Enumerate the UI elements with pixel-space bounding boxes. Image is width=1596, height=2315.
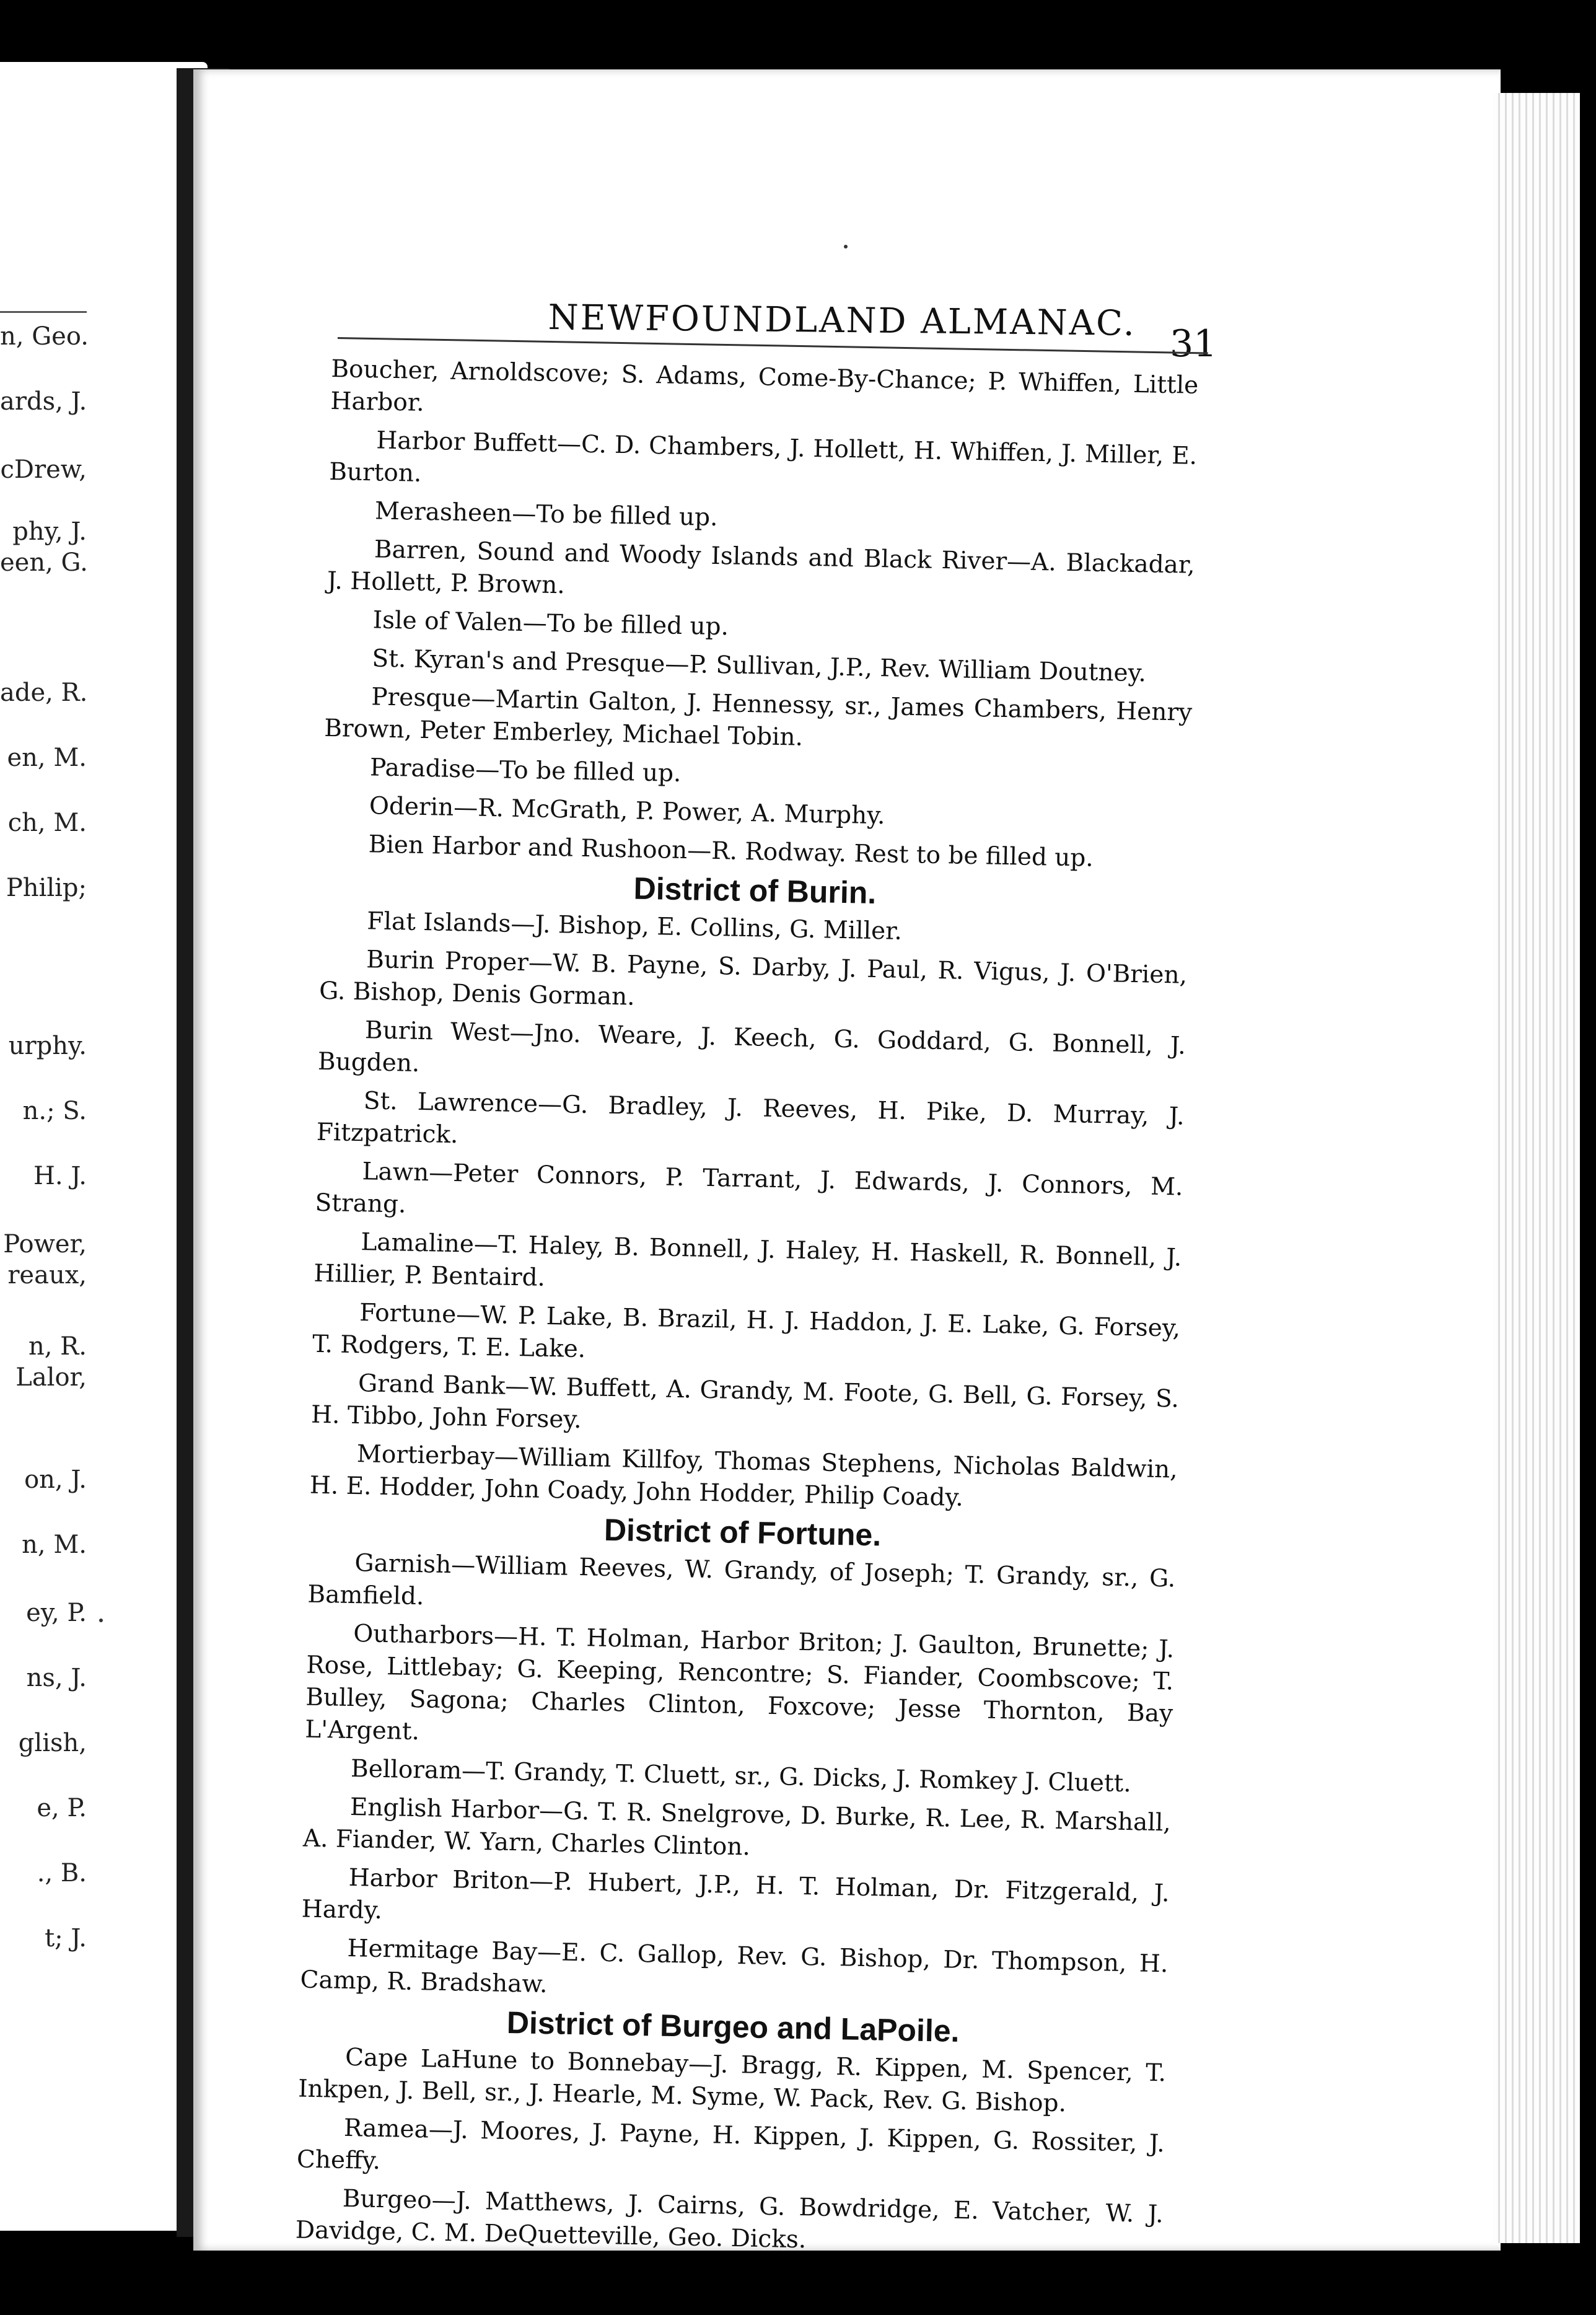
- entry-paragraph: Burin West—Jno. Weare, J. Keech, G. Goddard, G. Bonnell, J. Bugden.: [317, 1016, 1186, 1078]
- entry-paragraph: Belloram—T. Grandy, T. Cluett, sr., G. Dicks, J. Romkey J. Cluett.: [350, 1755, 1132, 1798]
- entry-paragraph: Harbor Briton—P. Hubert, J.P., H. T. Holman, Dr. Fitzgerald, J. Hardy.: [301, 1863, 1170, 1925]
- previous-page-rule: [0, 311, 87, 313]
- entry-paragraph: Oderin—R. McGrath, P. Power, A. Murphy.: [369, 792, 885, 830]
- previous-page-line-fragment: ns, J.: [26, 1664, 87, 1692]
- entry-paragraph: English Harbor—G. T. R. Snelgrove, D. Burke, R. Lee, R. Marshall, A. Fiander, W. Yarn, Charles Clinton.: [302, 1793, 1172, 1861]
- previous-page-line-fragment: een, G.: [0, 548, 88, 577]
- previous-page-line-fragment: Philip;: [6, 874, 87, 902]
- previous-page-line-fragment: n, M.: [22, 1531, 87, 1559]
- running-header-title: NEWFOUNDLAND ALMANAC.: [548, 297, 1137, 344]
- entry-paragraph: Burgeo—J. Matthews, J. Cairns, G. Bowdridge, E. Vatcher, W. J. Davidge, C. M. DeQuetteville, Geo. Dicks.: [295, 2184, 1164, 2254]
- entry-paragraph: Burin Proper—W. B. Payne, S. Darby, J. Paul, R. Vigus, J. O'Brien, G. Bishop, Denis Gorman.: [318, 946, 1188, 1011]
- section-district-burgeo-lapoile: [295, 2003, 1167, 2264]
- entry-paragraph: Fortune—W. P. Lake, B. Brazil, H. J. Haddon, J. E. Lake, G. Forsey, T. Rodgers, T. E. Lake.: [312, 1299, 1181, 1364]
- previous-page-line-fragment: Lalor,: [15, 1363, 87, 1392]
- previous-page-line-fragment: ards, J.: [0, 387, 87, 416]
- district-heading: District of Fortune.: [603, 1512, 882, 1553]
- page-number: 31: [1170, 322, 1217, 366]
- previous-page-line-fragment: on, J.: [24, 1465, 87, 1494]
- previous-page-line-fragment: n.; S.: [22, 1097, 87, 1125]
- page-body: [295, 353, 1199, 2269]
- district-heading: District of Burgeo and LaPoile.: [506, 2005, 960, 2049]
- previous-page-line-fragment: H. J.: [33, 1162, 87, 1190]
- previous-page-line-fragment: ch, M.: [7, 809, 87, 837]
- previous-page-line-fragment: reaux,: [7, 1261, 87, 1289]
- previous-page-line-fragment: n, R.: [28, 1332, 87, 1361]
- section-continuation: [322, 353, 1198, 877]
- previous-page-line-fragment: en, M.: [7, 744, 87, 772]
- previous-page-line-fragment: Power,: [3, 1230, 87, 1259]
- entry-paragraph: Barren, Sound and Woody Islands and Black River—A. Blackadar, J. Hollett, P. Brown.: [327, 535, 1196, 600]
- paper-speck: [844, 245, 848, 248]
- previous-page-line-fragment: ey, P.: [26, 1599, 87, 1627]
- entry-paragraph: Outharbors—H. T. Holman, Harbor Briton; J. Gaulton, Brunette; J. Rose, Littlebay; G. Keeping, Rencontre; S. Fiander, Coombscove; T. Bulley, Sagona; Charles Clinton, Foxcove; Jesse Thornton, Bay L'Argent.: [304, 1620, 1175, 1746]
- entry-paragraph: Ramea—J. Moores, J. Payne, H. Kippen, J. Kippen, G. Rossiter, J. Cheffy.: [296, 2114, 1165, 2176]
- entry-paragraph: Flat Islands—J. Bishop, E. Collins, G. Miller.: [366, 907, 903, 946]
- previous-page-line-fragment: e, P.: [37, 1794, 87, 1822]
- entry-paragraph: Merasheen—To be filled up.: [374, 497, 718, 532]
- section-district-fortune: [300, 1508, 1177, 2013]
- section-district-burin: [309, 866, 1188, 1519]
- previous-page-line-fragment: phy, J.: [12, 517, 87, 546]
- page-edges: [1493, 93, 1580, 2243]
- entry-paragraph: Presque—Martin Galton, J. Hennessy, sr., James Chambers, Henry Brown, Peter Emberley, Michael Tobin.: [323, 683, 1193, 752]
- entry-paragraph: Lamaline—T. Haley, B. Bonnell, J. Haley, H. Haskell, R. Bonnell, J. Hillier, P. Bentaird.: [314, 1228, 1182, 1292]
- entry-paragraph: Isle of Valen—To be filled up.: [372, 606, 729, 641]
- entry-paragraph: Mortierbay—William Killfoy, Thomas Stephens, Nicholas Baldwin, H. E. Hodder, John Coady, John Hodder, Philip Coady.: [309, 1440, 1178, 1512]
- entry-paragraph: St. Lawrence—G. Bradley, J. Reeves, H. Pike, D. Murray, J. Fitzpatrick.: [316, 1087, 1185, 1149]
- previous-page-line-fragment: glish,: [18, 1729, 87, 1757]
- entry-paragraph: Paradise—To be filled up.: [369, 753, 682, 788]
- entry-paragraph: Garnish—William Reeves, W. Grandy, of Joseph; T. Grandy, sr., G. Bamfield.: [307, 1549, 1176, 1611]
- entry-paragraph: Hermitage Bay—E. C. Gallop, Rev. G. Bishop, Dr. Thompson, H. Camp, R. Bradshaw.: [300, 1934, 1168, 1999]
- entry-paragraph: Lawn—Peter Connors, P. Tarrant, J. Edwards, J. Connors, M. Strang.: [315, 1158, 1183, 1219]
- previous-page-line-fragment: t; J.: [45, 1924, 87, 1953]
- previous-page-line-fragment: ade, R.: [0, 679, 88, 707]
- entry-paragraph: Grand Bank—W. Buffett, A. Grandy, M. Foote, G. Bell, G. Forsey, S. H. Tibbo, John Forsey.: [310, 1369, 1180, 1434]
- previous-page-line-fragment: ., B.: [37, 1859, 87, 1887]
- paper-speck: [99, 1619, 103, 1622]
- previous-page-line-fragment: n, Geo.: [0, 322, 89, 351]
- entry-paragraph: Bien Harbor and Rushoon—R. Rodway. Rest to be filled up.: [368, 830, 1094, 872]
- previous-page-line-fragment: cDrew,: [0, 455, 87, 484]
- previous-page-line-fragment: urphy.: [8, 1032, 87, 1060]
- entry-paragraph: Harbor Buffett—C. D. Chambers, J. Hollett, H. Whiffen, J. Miller, E. Burton.: [328, 426, 1198, 488]
- entry-paragraph: Boucher, Arnoldscove; S. Adams, Come-By-Chance; P. Whiffen, Little Harbor.: [330, 354, 1199, 417]
- district-heading: District of Burin.: [633, 871, 877, 911]
- entry-paragraph: St. Kyran's and Presque—P. Sullivan, J.P., Rev. William Doutney.: [372, 644, 1147, 688]
- entry-paragraph: Cape LaHune to Bonnebay—J. Bragg, R. Kippen, M. Spencer, T. Inkpen, J. Bell, sr., J. Hearle, M. Syme, W. Pack, Rev. G. Bishop.: [297, 2043, 1167, 2118]
